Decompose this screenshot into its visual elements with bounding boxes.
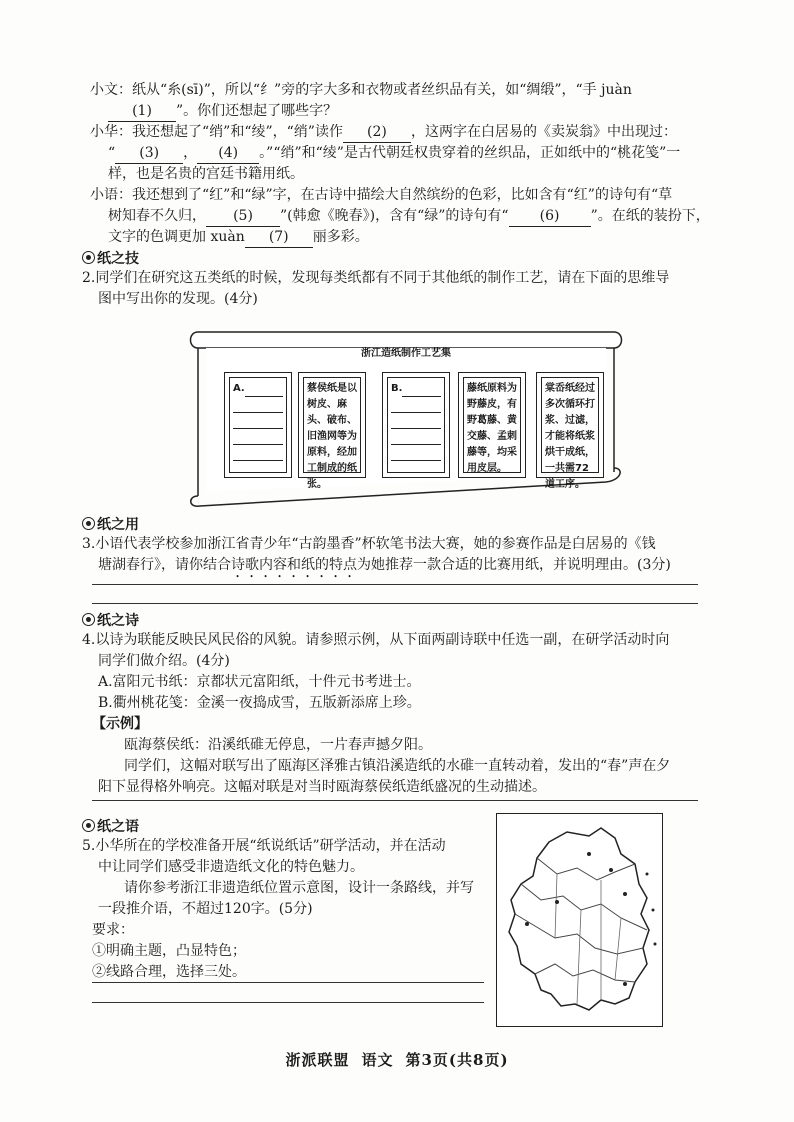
section-heading-technique: 纸之技 — [82, 248, 139, 268]
blank-3[interactable]: (3) — [115, 143, 183, 164]
speaker-xiaowen: 小文： — [90, 82, 132, 98]
fill-line[interactable] — [233, 413, 283, 429]
fill-line[interactable] — [233, 397, 283, 413]
requirement-2: ②线路合理，选择三处。 — [92, 964, 246, 980]
fill-line[interactable] — [391, 413, 441, 429]
answer-line[interactable] — [92, 982, 484, 983]
answer-line[interactable] — [92, 603, 698, 604]
answer-line[interactable] — [92, 1002, 484, 1003]
question-2-line-1: 2.同学们在研究这五类纸的时候，发现每类纸都有不同于其他纸的制作工艺，请在下面的思维导 — [82, 270, 670, 286]
option-a: A.富阳元书纸：京都状元富阳纸，十件元书考进士。 — [98, 674, 421, 690]
section-heading-usage: 纸之用 — [82, 514, 139, 534]
fill-line[interactable] — [391, 429, 441, 445]
xiaoyu-line-1: 小语：我还想到了“红”和“绿”字，在古诗中描绘大自然缤纷的色彩，比如含有“红”的诗句有“草 — [90, 187, 673, 203]
example-couplet: 瓯海蔡侯纸：沿溪纸碓无停息，一片春声撼夕阳。 — [124, 737, 432, 753]
xiaohua-line-3: 样，也是名贵的宫廷书籍用纸。 — [108, 166, 304, 182]
question-2-line-2: 图中写出你的发现。(4分) — [98, 291, 258, 307]
blank-7[interactable]: (7) — [245, 227, 313, 248]
xiaoyu-line-2: 树知春不久归， (5) ”(韩愈《晚春》)，含有“绿”的诗句有“ (6) ”。在纸的装扮下， — [108, 206, 710, 227]
fill-line[interactable] — [233, 445, 283, 461]
mindmap-title: 浙江造纸制作工艺集 — [361, 348, 451, 359]
question-5-line-2: 中让同学们感受非遗造纸文化的特色魅力。 — [98, 859, 364, 875]
fill-line[interactable] — [391, 397, 441, 413]
bullet-circle-icon — [82, 613, 95, 626]
emphasized-text: 诗歌内容和纸的特点 — [231, 557, 357, 573]
blank-2[interactable]: (2) — [343, 122, 411, 143]
mindmap-scroll — [186, 322, 626, 508]
blank-4[interactable]: (4) — [197, 143, 259, 164]
xiaowen-line-2: (1) ”。你们还想起了哪些字？ — [108, 101, 337, 122]
blank-5[interactable]: (5) — [206, 206, 280, 227]
footer-subject: 语文 — [361, 1051, 394, 1069]
question-5-line-4: 一段推介语，不超过120字。(5分) — [98, 901, 313, 917]
question-3-line-2: 塘湖春行》，请你结合诗歌内容和纸的特点为她推荐一款合适的比赛用纸，并说明理由。(3分) — [98, 557, 671, 573]
xiaohua-line-2: “ (3) ， (4) 。”“绡”和“绫”是古代朝廷权贵穿着的丝织品，正如纸中的“桃花笺”一 — [108, 143, 680, 164]
xiaohua-line-1: 小华：我还想起了“绡”和“绫”，“绡”读作 (2) ，这两字在白居易的《卖炭翁》中出现过： — [90, 122, 677, 143]
question-3-line-1: 3.小语代表学校参加浙江省青少年“古韵墨香”杯软笔书法大赛，她的参赛作品是白居易的《钱 — [82, 536, 656, 552]
question-5-line-1: 5.小华所在的学校准备开展“纸说纸话”研学活动，并在活动 — [82, 838, 446, 854]
question-4-line-2: 同学们做介绍。(4分) — [98, 653, 230, 669]
mindmap-card-a: A. — [224, 372, 292, 478]
requirement-1: ①明确主题，凸显特色； — [92, 943, 246, 959]
question-4-line-1: 4.以诗为联能反映民风民俗的风貌。请参照示例，从下面两副诗联中任选一副，在研学活动时向 — [82, 632, 670, 648]
bullet-circle-icon — [82, 251, 95, 264]
footer-org: 浙派联盟 — [285, 1051, 350, 1069]
footer-page: 第3页(共8页) — [405, 1051, 509, 1069]
blank-1[interactable]: (1) — [108, 101, 176, 122]
option-b: B.衢州桃花笺：金溪一夜捣成雪，五版新添席上珍。 — [98, 695, 421, 711]
mindmap-card-tangao: 棠岙纸经过多次循环打浆、过滤，才能将纸浆烘干成纸，一共需72道工序。 — [536, 372, 604, 478]
xiaoyu-line-3: 文字的色调更加 xuàn (7) 丽多彩。 — [108, 227, 369, 248]
xiaowen-line-1: 小文：纸从“糸(sī)”，所以“纟”旁的字大多和衣物或者丝织品有关，如“绸缎”，“手 juàn — [90, 82, 632, 98]
requirements-label: 要求： — [92, 922, 134, 938]
question-5-line-3: 请你参考浙江非遗造纸位置示意图，设计一条路线，并写 — [124, 880, 474, 896]
example-text-2: 阳下显得格外响亮。这幅对联是对当时瓯海蔡侯纸造纸盛况的生动描述。 — [98, 779, 546, 795]
section-heading-poetry: 纸之诗 — [82, 610, 139, 630]
fill-line[interactable] — [233, 429, 283, 445]
example-text-1: 同学们，这幅对联写出了瓯海区泽雅古镇沿溪造纸的水碓一直转动着，发出的“春”声在夕 — [124, 758, 671, 774]
mindmap-card-b: B. — [382, 372, 450, 478]
fill-line[interactable] — [245, 383, 283, 397]
example-label: 【示例】 — [92, 716, 148, 732]
mindmap-card-teng: 藤纸原料为野藤皮，有野葛藤、黄交藤、孟刺藤等，均采用皮层。 — [458, 372, 526, 478]
mindmap-card-caihou: 蔡侯纸是以树皮、麻头、破布、旧渔网等为原料，经加工制成的纸张。 — [298, 372, 366, 478]
bullet-circle-icon — [82, 517, 95, 530]
fill-line[interactable] — [391, 445, 441, 461]
fill-line[interactable] — [402, 383, 441, 397]
answer-line[interactable] — [92, 800, 698, 801]
speaker-xiaoyu: 小语： — [90, 187, 132, 203]
section-heading-words: 纸之语 — [82, 816, 139, 836]
page-footer — [0, 1049, 794, 1070]
answer-line[interactable] — [92, 584, 698, 585]
speaker-xiaohua: 小华： — [90, 124, 132, 140]
zhejiang-map — [496, 813, 663, 1027]
bullet-circle-icon — [82, 819, 95, 832]
zhejiang-map-icon — [497, 814, 662, 1026]
blank-6[interactable]: (6) — [509, 206, 591, 227]
